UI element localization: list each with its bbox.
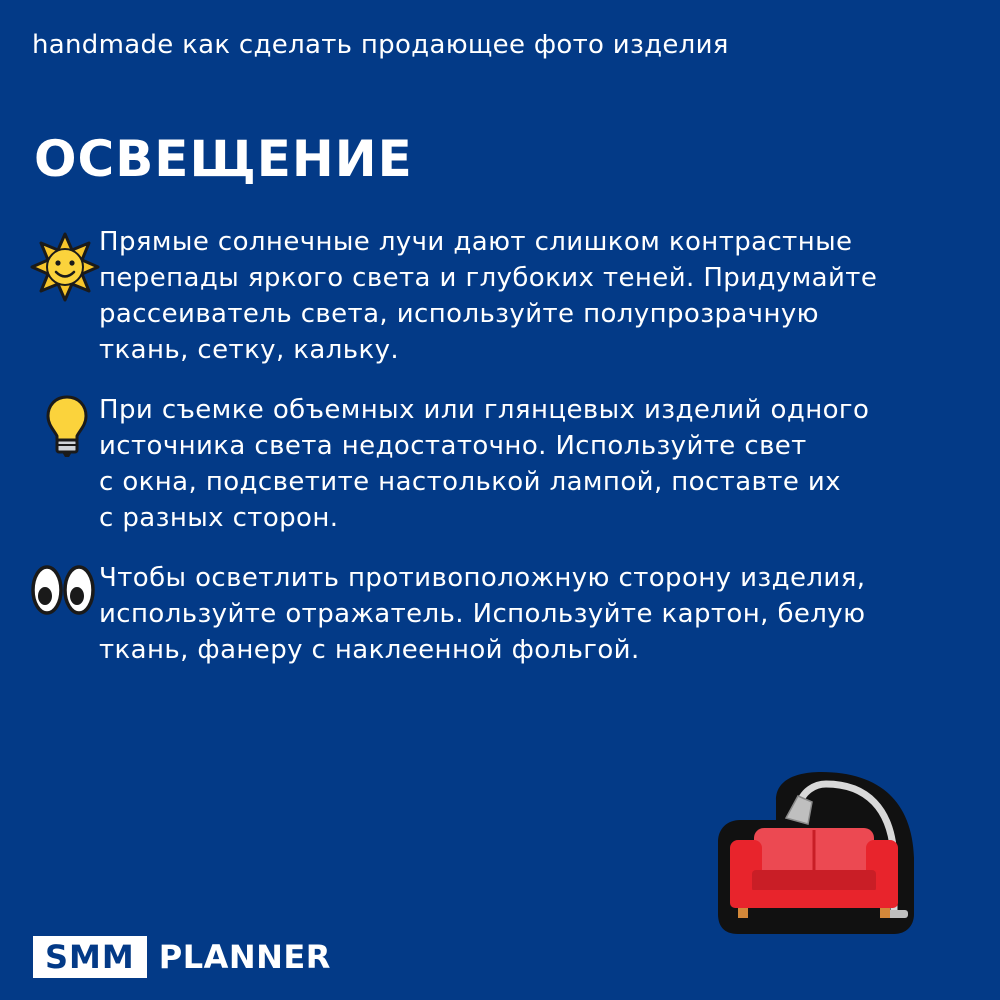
tip-line: ткань, сетку, кальку.: [99, 335, 400, 365]
tip-direct-sunlight: [99, 224, 979, 368]
sun-face-icon: [30, 232, 100, 306]
tip-line: перепады яркого света и глубоких теней. Придумайте: [99, 263, 878, 293]
header-text: handmade как сделать продающее фото изделия: [32, 30, 729, 60]
tip-line: Прямые солнечные лучи дают слишком контрастные: [99, 227, 853, 257]
tip-line: источника света недостаточно. Используйте свет: [99, 431, 807, 461]
sofa-lamp-icon: [716, 768, 926, 942]
tip-line: рассеиватель света, используйте полупрозрачную: [99, 299, 819, 329]
logo-text: PLANNER: [158, 938, 331, 976]
tip-line: Чтобы осветлить противоположную сторону изделия,: [99, 563, 866, 593]
tip-line: с окна, подсветите настолькой лампой, поставте их: [99, 467, 841, 497]
tip-line: используйте отражатель. Используйте картон, белую: [99, 599, 866, 629]
tip-use-reflector: [99, 560, 979, 668]
tip-line: с разных сторон.: [99, 503, 339, 533]
smmplanner-logo: [33, 936, 331, 978]
eyes-icon: [30, 563, 96, 621]
logo-box: SMM: [33, 936, 147, 978]
light-bulb-icon: [44, 394, 90, 464]
tip-multiple-light-sources: [99, 392, 979, 536]
tip-line: ткань, фанеру с наклеенной фольгой.: [99, 635, 640, 665]
tip-line: При съемке объемных или глянцевых изделий одного: [99, 395, 870, 425]
page-title: ОСВЕЩЕНИЕ: [34, 130, 413, 188]
